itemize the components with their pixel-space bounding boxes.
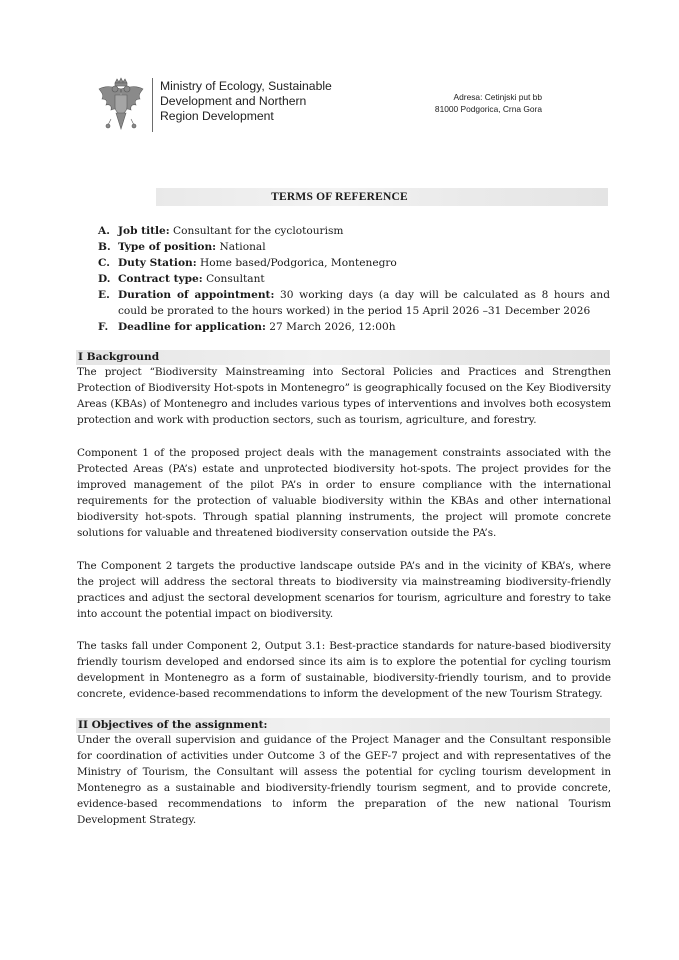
item-label: Duty Station:	[118, 257, 197, 269]
coat-of-arms-emblem	[96, 77, 146, 133]
ministry-address	[420, 91, 542, 115]
background-paragraph: The tasks fall under Component 2, Output 3.1: Best-practice standards for nature-based biodiversity friendly tourism developed and endorsed since its aim is to explore the potential for cycling tourism development in Montenegro as a form of sustainable, biodiversity-friendly tourism, and to provide concrete, evidence-based recommendations to inform the development of the new Tourism Strategy.	[77, 640, 611, 700]
address-line: Adresa: Cetinjski put bb	[453, 92, 542, 102]
item-label: Deadline for application:	[118, 321, 266, 333]
list-item	[98, 223, 610, 239]
list-item	[98, 287, 610, 319]
objectives-heading: II Objectives of the assignment:	[76, 718, 610, 733]
list-item	[98, 319, 610, 335]
ministry-line: Ministry of Ecology, Sustainable	[160, 79, 332, 93]
item-label: Duration of appointment:	[118, 289, 275, 301]
ministry-line: Region Development	[160, 109, 274, 123]
item-letter: A.	[98, 225, 110, 237]
background-paragraph: The Component 2 targets the productive landscape outside PA’s and in the vicinity of KBA’s, where the project will address the sectoral threats to biodiversity via mainstreaming biodiversity-friendly practices and adjust the sectoral development scenarios for tourism, agriculture and forestry to take into account the potential impact on biodiversity.	[77, 560, 611, 620]
item-value: Home based/Podgorica, Montenegro	[200, 257, 397, 269]
background-heading: I Background	[76, 350, 610, 365]
item-letter: D.	[98, 273, 111, 285]
list-item	[98, 271, 610, 287]
item-value: National	[219, 241, 266, 253]
item-letter: B.	[98, 241, 111, 253]
document-title: TERMS OF REFERENCE	[271, 191, 408, 203]
position-details-list	[98, 223, 610, 335]
item-value: Consultant for the cyclotourism	[173, 225, 344, 237]
item-value: 27 March 2026, 12:00h	[269, 321, 396, 333]
item-label: Job title:	[118, 225, 170, 237]
item-value: Consultant	[206, 273, 265, 285]
item-label: Type of position:	[118, 241, 217, 253]
address-line: 81000 Podgorica, Crna Gora	[434, 104, 542, 114]
ministry-name	[160, 79, 360, 124]
header-divider	[152, 78, 153, 132]
background-paragraph: The project “Biodiversity Mainstreaming into Sectoral Policies and Practices and Strengthen Protection of Biodiversity Hot-spots in Montenegro” is geographically focused on the Key Biodiversity Areas (KBAs) of Montenegro and includes various types of interventions and involves both ecosystem protection and work with production sectors, such as tourism, agriculture, and forestry.	[77, 366, 611, 426]
objectives-paragraph: Under the overall supervision and guidance of the Project Manager and the Consultant responsible for coordination of activities under Outcome 3 of the GEF-7 project and with representatives of the Ministry of Tourism, the Consultant will assess the potential for cycling tourism development in Montenegro as a sustainable and biodiversity-friendly tourism segment, and to provide concrete, evidence-based recommendations to inform the preparation of the new national Tourism Development Strategy.	[77, 734, 611, 826]
item-value: 30 working days (a day will be calculated as 8 hours and could be prorated to the hours worked) in the period 15 April 2026 –31 December 2026	[118, 289, 611, 317]
item-letter: E.	[98, 289, 110, 301]
list-item	[98, 239, 610, 255]
item-letter: C.	[98, 257, 110, 269]
list-item	[98, 255, 610, 271]
item-letter: F.	[98, 321, 109, 333]
background-paragraph: Component 1 of the proposed project deals with the management constraints associated with the Protected Areas (PA’s) estate and unprotected biodiversity hot-spots. The project provides for the improved management of the pilot PA’s in order to ensure compliance with the international requirements for the protection of valuable biodiversity within the KBAs and other international biodiversity hot-spots. Through spatial planning instruments, the project will promote concrete solutions for valuable and threatened biodiversity conservation outside the PA’s.	[77, 447, 611, 539]
item-label: Contract type:	[118, 273, 203, 285]
ministry-line: Development and Northern	[160, 94, 307, 108]
